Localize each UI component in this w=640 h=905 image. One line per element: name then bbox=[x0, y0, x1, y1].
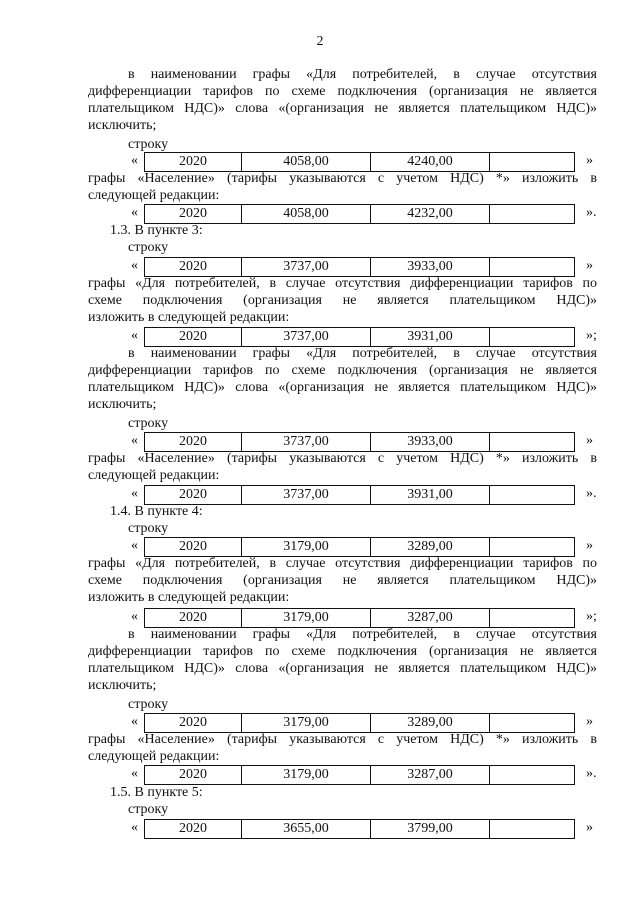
value-cell: 3655,00 bbox=[241, 820, 370, 838]
text-line: строку bbox=[128, 240, 169, 255]
paragraph-line: плательщиком НДС)» слова «(организация не является плательщиком НДС)» bbox=[88, 380, 597, 395]
close-quote: » bbox=[586, 433, 593, 448]
open-quote: « bbox=[131, 205, 138, 220]
value-cell: 3289,00 bbox=[370, 538, 489, 556]
value-cell: 3933,00 bbox=[370, 258, 489, 276]
text-line: строку bbox=[128, 137, 169, 152]
value-cell: 3737,00 bbox=[241, 486, 370, 504]
year-cell: 2020 bbox=[179, 206, 207, 221]
year-cell: 2020 bbox=[179, 767, 207, 782]
empty-cell bbox=[489, 258, 574, 276]
open-quote: « bbox=[131, 258, 138, 273]
year-cell: 2020 bbox=[179, 259, 207, 274]
value-cell: 3287,00 bbox=[370, 766, 489, 784]
empty-cell bbox=[489, 538, 574, 556]
close-quote: ». bbox=[586, 766, 597, 781]
paragraph-line: графы «Население» (тарифы указываются с учетом НДС) *» изложить в bbox=[88, 732, 597, 747]
paragraph-line: в наименовании графы «Для потребителей, в случае отсутствия bbox=[128, 67, 597, 82]
tariff-table bbox=[144, 257, 575, 277]
close-quote: »; bbox=[586, 609, 597, 624]
paragraph-line: графы «Население» (тарифы указываются с учетом НДС) *» изложить в bbox=[88, 171, 597, 186]
tariff-table bbox=[144, 819, 575, 839]
value-cell: 4058,00 bbox=[241, 205, 370, 223]
open-quote: « bbox=[131, 153, 138, 168]
value-cell: 3289,00 bbox=[370, 714, 489, 732]
paragraph-line: изложить в следующей редакции: bbox=[88, 310, 290, 325]
close-quote: » bbox=[586, 714, 593, 729]
text-line: строку bbox=[128, 521, 169, 536]
paragraph-line: следующей редакции: bbox=[88, 188, 220, 203]
empty-cell bbox=[489, 433, 574, 451]
open-quote: « bbox=[131, 820, 138, 835]
paragraph-line: дифференциации тарифов по схеме подключения (организация не является bbox=[88, 84, 597, 99]
text-line: строку bbox=[128, 416, 169, 431]
value-cell: 3737,00 bbox=[241, 258, 370, 276]
open-quote: « bbox=[131, 609, 138, 624]
empty-cell bbox=[489, 820, 574, 838]
close-quote: » bbox=[586, 820, 593, 835]
paragraph bbox=[88, 170, 597, 204]
paragraph-line: графы «Для потребителей, в случае отсутствия дифференциации тарифов по bbox=[88, 556, 597, 571]
text-line: 1.4. В пункте 4: bbox=[110, 504, 203, 519]
tariff-table bbox=[144, 713, 575, 733]
tariff-table bbox=[144, 485, 575, 505]
value-cell: 4058,00 bbox=[241, 153, 370, 171]
paragraph-line: изложить в следующей редакции: bbox=[88, 590, 290, 605]
empty-cell bbox=[489, 486, 574, 504]
close-quote: »; bbox=[586, 328, 597, 343]
paragraph bbox=[88, 731, 597, 765]
empty-cell bbox=[489, 205, 574, 223]
value-cell: 3737,00 bbox=[241, 433, 370, 451]
paragraph-line: в наименовании графы «Для потребителей, в случае отсутствия bbox=[128, 346, 597, 361]
open-quote: « bbox=[131, 328, 138, 343]
value-cell: 4232,00 bbox=[370, 205, 489, 223]
year-cell: 2020 bbox=[179, 154, 207, 169]
paragraph bbox=[88, 345, 597, 413]
year-cell: 2020 bbox=[179, 329, 207, 344]
close-quote: » bbox=[586, 258, 593, 273]
value-cell: 3931,00 bbox=[370, 486, 489, 504]
value-cell: 3179,00 bbox=[241, 714, 370, 732]
paragraph-line: схеме подключения (организация не является плательщиком НДС)» bbox=[88, 293, 597, 308]
paragraph bbox=[88, 626, 597, 694]
paragraph-line: плательщиком НДС)» слова «(организация не является плательщиком НДС)» bbox=[88, 661, 597, 676]
text-line: строку bbox=[128, 697, 169, 712]
value-cell: 4240,00 bbox=[370, 153, 489, 171]
year-cell: 2020 bbox=[179, 487, 207, 502]
tariff-table bbox=[144, 765, 575, 785]
text-line: 1.3. В пункте 3: bbox=[110, 223, 203, 238]
year-cell: 2020 bbox=[179, 434, 207, 449]
paragraph-line: графы «Для потребителей, в случае отсутствия дифференциации тарифов по bbox=[88, 276, 597, 291]
empty-cell bbox=[489, 609, 574, 627]
paragraph-line: дифференциации тарифов по схеме подключения (организация не является bbox=[88, 644, 597, 659]
open-quote: « bbox=[131, 433, 138, 448]
tariff-table bbox=[144, 204, 575, 224]
paragraph-line: следующей редакции: bbox=[88, 749, 220, 764]
open-quote: « bbox=[131, 714, 138, 729]
text-line: строку bbox=[128, 802, 169, 817]
year-cell: 2020 bbox=[179, 715, 207, 730]
value-cell: 3933,00 bbox=[370, 433, 489, 451]
open-quote: « bbox=[131, 766, 138, 781]
value-cell: 3287,00 bbox=[370, 609, 489, 627]
text-line: 1.5. В пункте 5: bbox=[110, 785, 203, 800]
tariff-table bbox=[144, 432, 575, 452]
value-cell: 3737,00 bbox=[241, 328, 370, 346]
paragraph-line: плательщиком НДС)» слова «(организация не является плательщиком НДС)» bbox=[88, 101, 597, 116]
paragraph-line: исключить; bbox=[88, 397, 157, 412]
paragraph-line: в наименовании графы «Для потребителей, в случае отсутствия bbox=[128, 627, 597, 642]
paragraph bbox=[88, 450, 597, 484]
empty-cell bbox=[489, 766, 574, 784]
tariff-table bbox=[144, 327, 575, 347]
tariff-table bbox=[144, 608, 575, 628]
value-cell: 3179,00 bbox=[241, 609, 370, 627]
year-cell: 2020 bbox=[179, 610, 207, 625]
tariff-table bbox=[144, 537, 575, 557]
value-cell: 3799,00 bbox=[370, 820, 489, 838]
paragraph bbox=[88, 66, 597, 134]
paragraph-line: следующей редакции: bbox=[88, 468, 220, 483]
paragraph-line: исключить; bbox=[88, 678, 157, 693]
open-quote: « bbox=[131, 538, 138, 553]
page-number: 2 bbox=[316, 34, 324, 49]
empty-cell bbox=[489, 153, 574, 171]
tariff-table bbox=[144, 152, 575, 172]
paragraph bbox=[88, 555, 597, 606]
empty-cell bbox=[489, 714, 574, 732]
close-quote: » bbox=[586, 538, 593, 553]
empty-cell bbox=[489, 328, 574, 346]
close-quote: ». bbox=[586, 486, 597, 501]
paragraph-line: дифференциации тарифов по схеме подключения (организация не является bbox=[88, 363, 597, 378]
close-quote: » bbox=[586, 153, 593, 168]
paragraph bbox=[88, 275, 597, 326]
value-cell: 3931,00 bbox=[370, 328, 489, 346]
year-cell: 2020 bbox=[179, 539, 207, 554]
year-cell: 2020 bbox=[179, 821, 207, 836]
paragraph-line: графы «Население» (тарифы указываются с учетом НДС) *» изложить в bbox=[88, 451, 597, 466]
paragraph-line: схеме подключения (организация не является плательщиком НДС)» bbox=[88, 573, 597, 588]
paragraph-line: исключить; bbox=[88, 118, 157, 133]
value-cell: 3179,00 bbox=[241, 538, 370, 556]
close-quote: ». bbox=[586, 205, 597, 220]
value-cell: 3179,00 bbox=[241, 766, 370, 784]
open-quote: « bbox=[131, 486, 138, 501]
